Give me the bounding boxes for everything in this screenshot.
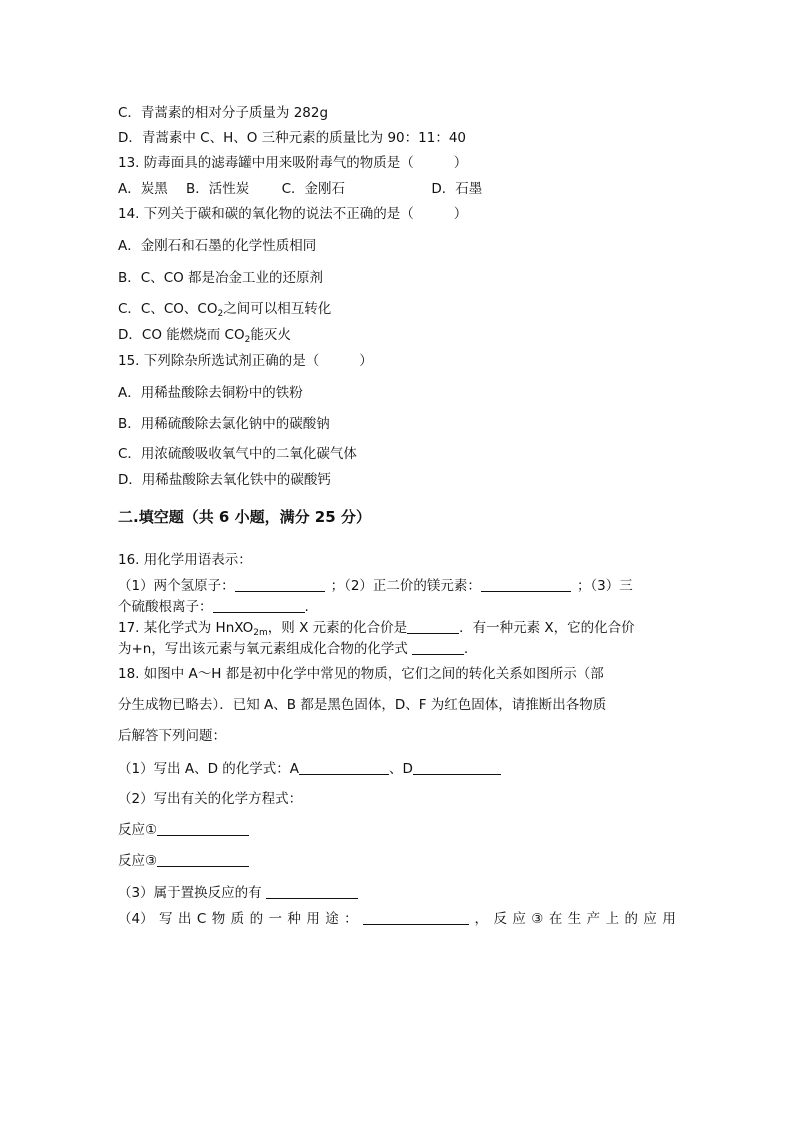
q18-sub2: （2）写出有关的化学方程式： bbox=[118, 791, 303, 807]
q18-blank-d[interactable] bbox=[413, 760, 501, 775]
q13-stem bbox=[118, 154, 467, 172]
q14-option-c-sub: 2 bbox=[217, 309, 224, 319]
q17-line2-text: 为+n，写出该元素与氧元素组成化合物的化学式 bbox=[118, 641, 408, 657]
q13-option-d: D．石墨 bbox=[431, 181, 483, 197]
q18-reaction1-label: 反应① bbox=[118, 822, 158, 838]
q18-sub4-part: 生 bbox=[567, 911, 582, 927]
q14-option-d-sub: 2 bbox=[244, 335, 251, 345]
q18-sub1-sep: 、D bbox=[389, 761, 413, 777]
q12-option-d: D．青蒿素中 C、H、O 三种元素的质量比为 90：11：40 bbox=[118, 130, 467, 146]
q18-blank-reaction3[interactable] bbox=[157, 852, 249, 867]
q18-sub4-part: 一 bbox=[268, 911, 282, 927]
q17-mid: ，则 X 元素的化合价是 bbox=[267, 620, 408, 636]
q16-blank2[interactable] bbox=[481, 577, 571, 592]
q14-option-d bbox=[118, 326, 291, 349]
q18-sub4-part: 产 bbox=[586, 911, 601, 927]
q18-sub4-part: 写 bbox=[159, 911, 173, 927]
q15-stem-text: 15. 下列除杂所选试剂正确的是（ bbox=[118, 353, 320, 369]
q14-option-c-pre: C．C、CO、CO bbox=[118, 301, 218, 317]
q17-blank2[interactable] bbox=[412, 640, 464, 655]
q14-option-c-post: 之间可以相互转化 bbox=[223, 301, 332, 317]
q14-stem bbox=[118, 205, 467, 223]
q18-sub4-part: 用 bbox=[306, 911, 320, 927]
q18-sub4-part: 质 bbox=[230, 911, 245, 927]
q17-line1 bbox=[118, 619, 635, 642]
q16-blank1[interactable] bbox=[235, 577, 325, 592]
q14-stem-text: 14. 下列关于碳和碳的氧化物的说法不正确的是（ bbox=[118, 206, 414, 222]
q15-option-b: B．用稀硫酸除去氯化钠中的碳酸钠 bbox=[118, 416, 330, 432]
q18-blank-sub3[interactable] bbox=[266, 884, 358, 899]
q12-option-c: C．青蒿素的相对分子质量为 282g bbox=[118, 105, 329, 121]
q18-sub4-part: 的 bbox=[249, 911, 264, 927]
q16-part3: ；（3）三 bbox=[576, 578, 633, 594]
q15-option-c: C．用浓硫酸吸收氧气中的二氧化碳气体 bbox=[118, 446, 357, 462]
q18-sub4-part: ③ bbox=[531, 911, 544, 927]
q14-stem-end: ） bbox=[453, 206, 468, 222]
q14-option-a: A．金刚石和石墨的化学性质相同 bbox=[118, 238, 317, 254]
q16-part3-cont: 个硫酸根离子： bbox=[118, 599, 213, 615]
q15-stem bbox=[118, 352, 373, 370]
q18-sub1-text: （1）写出 A、D 的化学式：A bbox=[118, 761, 300, 777]
q18-reaction3-label: 反应③ bbox=[118, 853, 158, 869]
q18-sub3 bbox=[118, 884, 358, 902]
q18-reaction3 bbox=[118, 852, 249, 870]
q16-stem: 16. 用化学用语表示： bbox=[118, 552, 252, 568]
q16-end: . bbox=[304, 599, 309, 615]
q13-options bbox=[118, 180, 482, 198]
q18-sub4-part: （4） bbox=[118, 911, 154, 927]
q18-line3: 后解答下列问题： bbox=[118, 728, 226, 744]
q18-line1: 18. 如图中 A～H 都是初中化学中常见的物质，它们之间的转化关系如图所示（部 bbox=[118, 666, 604, 682]
q18-sub4-part: 的 bbox=[624, 911, 638, 927]
q18-sub4-part: 应 bbox=[643, 911, 657, 927]
q16-part1: （1）两个氢原子： bbox=[118, 578, 235, 594]
q16-line1 bbox=[118, 577, 633, 595]
section-heading: 二.填空题（共 6 小题，满分 25 分） bbox=[118, 508, 371, 526]
q17-line2 bbox=[118, 640, 468, 658]
q14-option-b: B．C、CO 都是冶金工业的还原剂 bbox=[118, 270, 324, 286]
q18-sub4 bbox=[118, 910, 676, 928]
q18-sub4-part: 种 bbox=[287, 911, 301, 927]
q18-blank-sub4[interactable] bbox=[363, 910, 469, 925]
q18-sub4-part: 物 bbox=[211, 911, 226, 927]
q17-sub: 2m bbox=[253, 628, 268, 638]
q18-sub1 bbox=[118, 760, 501, 778]
q18-sub4-part: 途 bbox=[325, 911, 339, 927]
q18-blank-a[interactable] bbox=[299, 760, 389, 775]
q13-option-b: B．活性炭 bbox=[186, 181, 250, 197]
q17-mid2: ．有一种元素 X，它的化合价 bbox=[459, 620, 635, 636]
q18-sub4-part: 在 bbox=[548, 911, 563, 927]
q18-sub4-part: 出 bbox=[177, 911, 192, 927]
q14-option-d-post: 能灭火 bbox=[250, 327, 291, 343]
q16-part2: ；（2）正二价的镁元素： bbox=[330, 578, 481, 594]
q17-pre: 17. 某化学式为 HnXO bbox=[118, 620, 254, 636]
q16-line2 bbox=[118, 598, 309, 616]
q18-reaction1 bbox=[118, 821, 249, 839]
q16-blank3[interactable] bbox=[213, 598, 305, 613]
q18-blank-reaction1[interactable] bbox=[157, 821, 249, 836]
q17-end: . bbox=[463, 641, 469, 657]
q13-stem-text: 13. 防毒面具的滤毒罐中用来吸附毒气的物质是（ bbox=[118, 155, 414, 171]
q15-option-d: D．用稀盐酸除去氧化铁中的碳酸钙 bbox=[118, 472, 331, 488]
q15-stem-end: ） bbox=[359, 353, 373, 369]
q13-option-a: A．炭黑 bbox=[118, 181, 168, 197]
q13-stem-end: ） bbox=[453, 155, 468, 171]
q17-blank1[interactable] bbox=[407, 619, 459, 634]
q18-sub4-part: 上 bbox=[605, 911, 620, 927]
q14-option-d-pre: D．CO 能燃烧而 CO bbox=[118, 327, 245, 343]
q14-option-c bbox=[118, 300, 331, 323]
q18-sub4-part: ， bbox=[474, 911, 489, 927]
q13-option-c: C．金刚石 bbox=[281, 181, 346, 197]
q15-option-a: A．用稀盐酸除去铜粉中的铁粉 bbox=[118, 385, 303, 401]
q18-sub4-part: ： bbox=[344, 911, 358, 927]
q18-sub4-part: 反 bbox=[493, 911, 507, 927]
q18-sub3-text: （3）属于置换反应的有 bbox=[118, 885, 262, 901]
q18-sub4-part: C bbox=[196, 911, 207, 927]
q18-sub4-part: 用 bbox=[662, 911, 676, 927]
q18-sub4-part: 应 bbox=[512, 911, 526, 927]
q18-line2: 分生成物已略去）．已知 A、B 都是黑色固体，D、F 为红色固体，请推断出各物质 bbox=[118, 697, 607, 713]
